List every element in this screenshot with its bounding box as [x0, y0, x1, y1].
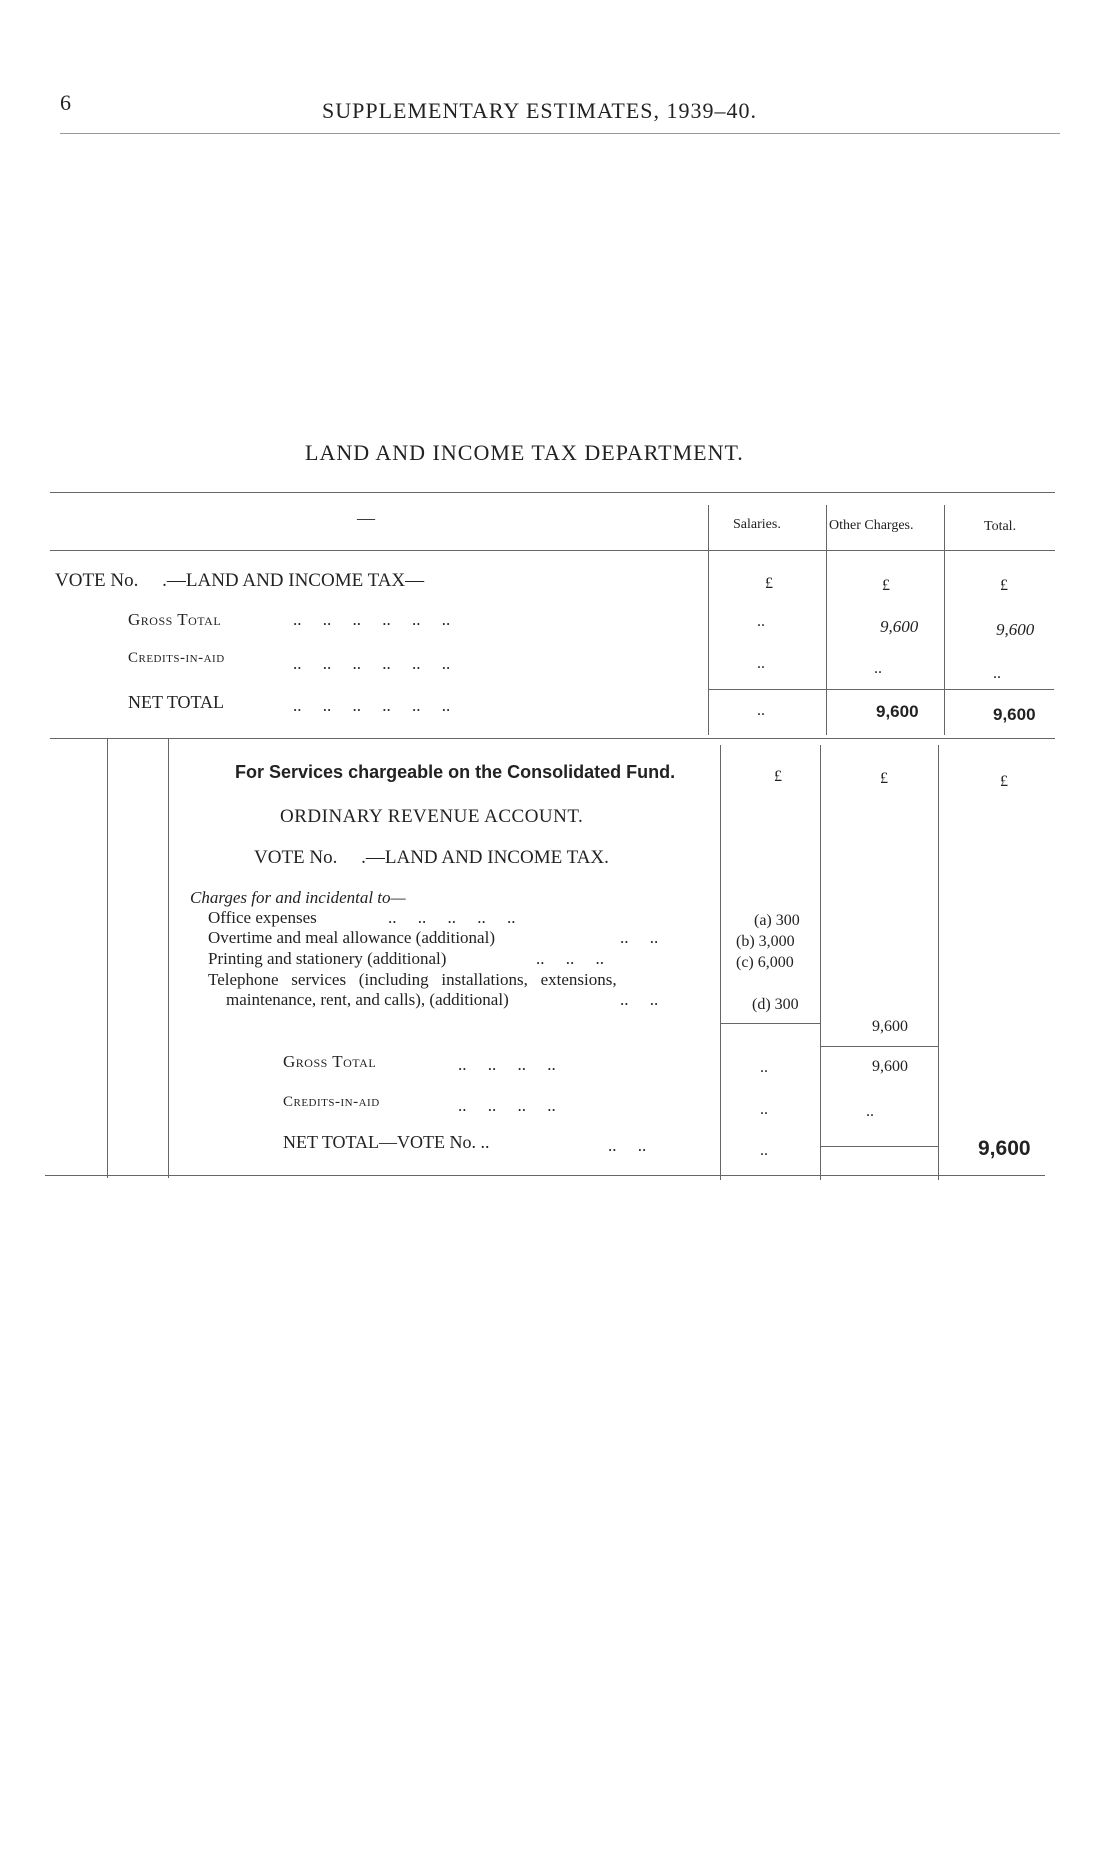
detail-col-rule-3	[938, 745, 939, 1180]
header-rule	[60, 133, 1060, 134]
detail-gross-total-salaries: ..	[760, 1059, 768, 1076]
detail-credits-dots: .. .. .. ..	[458, 1096, 556, 1115]
summary-currency-other: £	[882, 577, 890, 594]
summary-net-total-total: 9,600	[993, 705, 1036, 724]
salaries-heading: Salaries.	[733, 517, 781, 532]
running-title: SUPPLEMENTARY ESTIMATES, 1939–40.	[322, 98, 758, 123]
items-sum-rule	[720, 1023, 820, 1024]
item-office-expenses-label: Office expenses	[208, 908, 317, 927]
summary-credits-total: ..	[993, 665, 1001, 682]
item-overtime-dots: .. ..	[620, 928, 659, 947]
summary-net-total-salaries: ..	[757, 702, 765, 719]
summary-net-rule	[708, 689, 1054, 690]
summary-gross-total-salaries: ..	[757, 613, 765, 630]
summary-currency-salaries: £	[765, 575, 773, 592]
charges-intro: Charges for and incidental to—	[190, 888, 406, 907]
item-printing-value: (c) 6,000	[736, 954, 794, 971]
item-printing-label: Printing and stationery (additional)	[208, 949, 447, 968]
detail-gross-total-dots: .. .. .. ..	[458, 1055, 556, 1074]
stub-dash: —	[357, 508, 375, 528]
detail-currency-other: £	[880, 770, 888, 787]
summary-gross-total-total: 9,600	[996, 620, 1035, 639]
item-telephone-value: (d) 300	[752, 996, 799, 1013]
detail-margin-rule-1	[107, 738, 108, 1178]
other-charges-heading: Other Charges.	[829, 518, 914, 533]
detail-credits-label: Credits-in-aid	[283, 1094, 380, 1110]
col-rule-2	[826, 505, 827, 735]
col-rule-3	[944, 505, 945, 735]
table-top-rule	[50, 492, 1055, 493]
detail-net-total-label: NET TOTAL—VOTE No. ..	[283, 1132, 490, 1152]
detail-net-total-salaries: ..	[760, 1142, 768, 1159]
summary-net-total-label: NET TOTAL	[128, 692, 225, 712]
detail-gross-total-label: Gross Total	[283, 1052, 377, 1071]
item-telephone-dots: .. ..	[620, 990, 659, 1009]
item-overtime-value: (b) 3,000	[736, 933, 795, 950]
detail-net-total-dots: .. ..	[608, 1136, 647, 1155]
item-printing-dots: .. .. ..	[536, 949, 604, 968]
col-rule-1	[708, 505, 709, 735]
summary-gross-total-label: Gross Total	[128, 610, 222, 629]
item-telephone-cont-label: maintenance, rent, and calls), (additional)	[226, 990, 509, 1009]
summary-currency-total: £	[1000, 577, 1008, 594]
detail-net-rule	[820, 1146, 938, 1147]
detail-credits-other: ..	[866, 1103, 874, 1120]
detail-account: ORDINARY REVENUE ACCOUNT.	[280, 806, 584, 827]
item-telephone-label: Telephone services (including installations, extensions,	[208, 970, 617, 989]
summary-vote-line: VOTE No. .—LAND AND INCOME TAX—	[55, 570, 425, 591]
page-number: 6	[60, 90, 71, 115]
detail-vote-line: VOTE No. .—LAND AND INCOME TAX.	[254, 847, 609, 868]
summary-credits-label: Credits-in-aid	[128, 650, 225, 666]
department-title: LAND AND INCOME TAX DEPARTMENT.	[305, 440, 744, 465]
table-bottom-rule	[45, 1175, 1045, 1176]
item-overtime-label: Overtime and meal allowance (additional)	[208, 928, 495, 947]
detail-credits-salaries: ..	[760, 1101, 768, 1118]
summary-credits-other: ..	[874, 660, 882, 677]
detail-currency-salaries: £	[774, 768, 782, 785]
detail-col-rule-1	[720, 745, 721, 1180]
item-office-expenses-value: (a) 300	[754, 912, 800, 929]
detail-gross-total-other: 9,600	[872, 1058, 908, 1075]
detail-col-rule-2	[820, 745, 821, 1180]
summary-net-total-dots: .. .. .. .. .. ..	[293, 696, 451, 715]
summary-gross-total-other: 9,600	[880, 617, 919, 636]
subtotal-rule	[820, 1046, 938, 1047]
total-heading: Total.	[984, 519, 1017, 534]
summary-credits-dots: .. .. .. .. .. ..	[293, 654, 451, 673]
summary-bottom-rule	[50, 738, 1055, 739]
item-office-expenses-dots: .. .. .. .. ..	[388, 908, 516, 927]
detail-currency-total: £	[1000, 773, 1008, 790]
detail-margin-rule-2	[168, 738, 169, 1178]
summary-gross-total-dots: .. .. .. .. .. ..	[293, 610, 451, 629]
summary-credits-salaries: ..	[757, 655, 765, 672]
summary-net-total-other: 9,600	[876, 702, 919, 721]
detail-net-total-total: 9,600	[978, 1137, 1031, 1160]
table-head-rule	[50, 550, 1055, 551]
detail-subtotal-other: 9,600	[872, 1018, 908, 1035]
detail-heading: For Services chargeable on the Consolidated Fund.	[235, 762, 676, 782]
